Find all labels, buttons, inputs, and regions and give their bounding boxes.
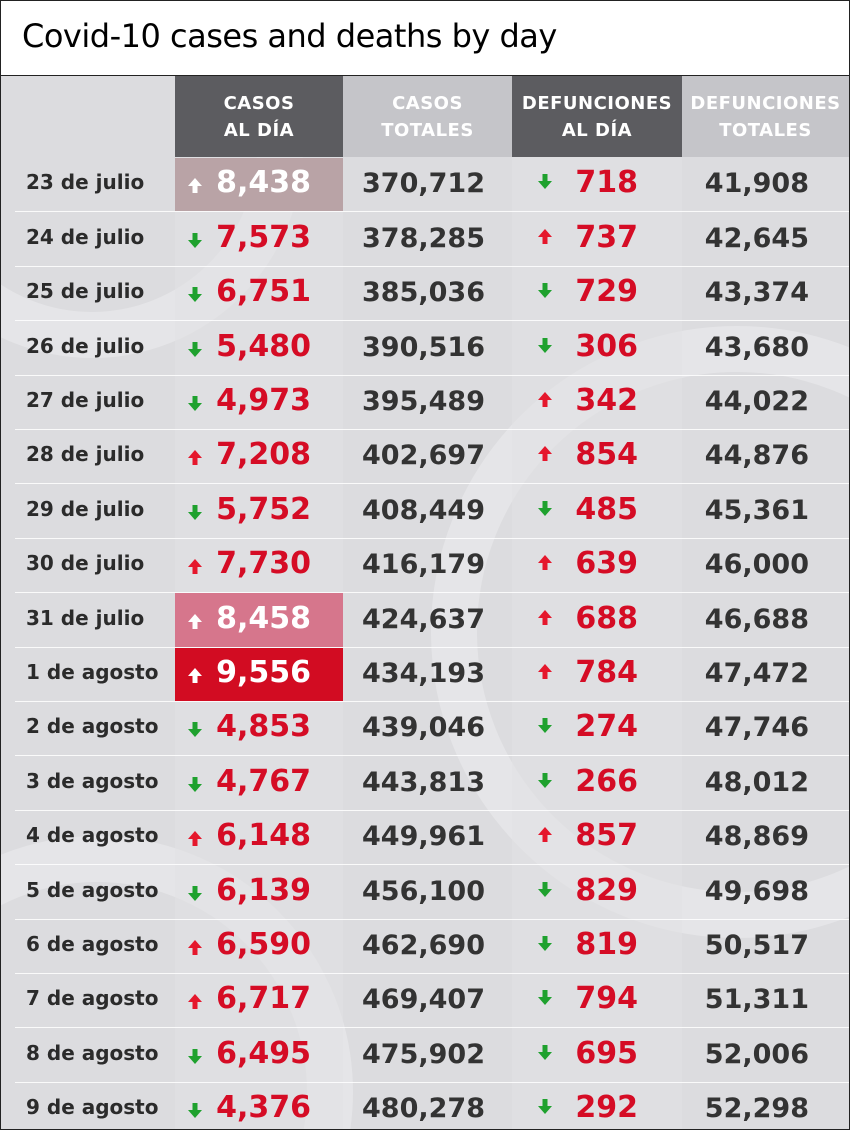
arrow-up-icon: [187, 558, 203, 575]
daily-cases-value: 6,148: [216, 818, 311, 853]
total-deaths-value: 48,869: [704, 821, 809, 852]
total-deaths-value: 44,876: [704, 440, 809, 471]
daily-cases-value: 5,752: [216, 491, 311, 527]
title-bar: [1, 1, 849, 76]
total-deaths-value: 51,311: [704, 984, 809, 1015]
row-date: 4 de agosto: [26, 823, 159, 847]
row-date: 30 de julio: [26, 551, 145, 575]
daily-cases-value: 7,208: [216, 437, 311, 472]
arrow-down-icon: [187, 885, 203, 902]
table-row: [15, 756, 849, 811]
daily-deaths-value: 829: [575, 872, 638, 908]
arrow-down-icon: [537, 173, 553, 190]
arrow-down-icon: [187, 232, 203, 249]
data-table: [1, 76, 849, 1129]
arrow-up-icon: [537, 609, 553, 626]
table-row: [15, 593, 849, 648]
total-deaths-value: 46,000: [704, 549, 809, 580]
total-cases-value: 434,193: [362, 658, 485, 689]
total-cases-value: 456,100: [362, 875, 485, 907]
daily-cases-value: 4,853: [216, 709, 311, 744]
daily-deaths-value: 857: [575, 818, 638, 853]
table-row: [15, 920, 849, 974]
total-cases-value: 390,516: [362, 331, 485, 363]
total-cases-value: 408,449: [362, 494, 485, 526]
total-cases-value: 378,285: [362, 222, 485, 254]
arrow-up-icon: [537, 663, 553, 680]
total-cases-value: 424,637: [362, 603, 485, 635]
daily-cases-value: 6,139: [216, 872, 311, 908]
daily-cases-value: 7,730: [216, 546, 311, 581]
arrow-up-icon: [537, 228, 553, 245]
daily-deaths-value: 794: [575, 981, 638, 1016]
table-row: [15, 321, 849, 376]
page-title: Covid-10 cases and deaths by day: [22, 17, 557, 55]
arrow-up-icon: [187, 613, 203, 630]
table-row: [15, 865, 849, 920]
daily-deaths-value: 639: [575, 546, 638, 581]
table-row: [15, 539, 849, 593]
row-date: 29 de julio: [26, 496, 145, 521]
row-date: 25 de julio: [26, 279, 145, 303]
arrow-up-icon: [537, 445, 553, 462]
header-casos-totales: CASOS TOTALES: [343, 76, 512, 157]
table-row: [15, 974, 849, 1028]
table-row: [15, 212, 849, 267]
daily-cases-value: 9,556: [216, 655, 311, 690]
total-cases-value: 449,961: [362, 821, 485, 852]
row-date: 1 de agosto: [26, 660, 159, 684]
arrow-down-icon: [537, 772, 553, 789]
table-row: [15, 484, 849, 539]
total-cases-value: 385,036: [362, 277, 485, 308]
arrow-up-icon: [187, 830, 203, 847]
total-deaths-value: 43,680: [704, 331, 809, 363]
row-date: 6 de agosto: [26, 932, 159, 956]
daily-deaths-value: 737: [575, 219, 638, 255]
table-row: [15, 267, 849, 321]
daily-deaths-value: 854: [575, 437, 638, 472]
total-deaths-value: 52,298: [704, 1093, 809, 1124]
arrow-down-icon: [187, 504, 203, 521]
total-deaths-value: 50,517: [704, 930, 809, 961]
arrow-up-icon: [187, 667, 203, 684]
row-date: 31 de julio: [26, 605, 145, 630]
daily-cases-value: 7,573: [216, 219, 311, 255]
total-deaths-value: 41,908: [704, 168, 809, 199]
row-date: 5 de agosto: [26, 877, 159, 902]
arrow-down-icon: [187, 1048, 203, 1065]
table-row: [15, 702, 849, 756]
daily-deaths-value: 342: [575, 383, 638, 418]
total-cases-value: 475,902: [362, 1038, 485, 1070]
daily-deaths-value: 688: [575, 600, 638, 636]
daily-cases-value: 6,751: [216, 274, 311, 309]
arrow-down-icon: [537, 935, 553, 952]
table-row: [15, 430, 849, 484]
daily-deaths-value: 485: [575, 491, 638, 527]
daily-deaths-value: 729: [575, 274, 638, 309]
arrow-down-icon: [187, 395, 203, 412]
total-deaths-value: 49,698: [704, 875, 809, 907]
arrow-down-icon: [537, 282, 553, 299]
total-cases-value: 480,278: [362, 1093, 485, 1124]
table-row: [15, 158, 849, 212]
total-cases-value: 443,813: [362, 766, 485, 798]
total-cases-value: 402,697: [362, 440, 485, 471]
arrow-down-icon: [537, 500, 553, 517]
total-deaths-value: 52,006: [704, 1038, 809, 1070]
arrow-up-icon: [187, 449, 203, 466]
arrow-up-icon: [187, 177, 203, 194]
table-row: [15, 1028, 849, 1083]
table-row: [15, 376, 849, 430]
total-deaths-value: 44,022: [704, 386, 809, 417]
total-deaths-value: 48,012: [704, 766, 809, 798]
row-date: 9 de agosto: [26, 1095, 159, 1119]
total-cases-value: 469,407: [362, 984, 485, 1015]
daily-cases-value: 8,458: [216, 600, 311, 636]
arrow-down-icon: [537, 1044, 553, 1061]
daily-cases-value: 6,717: [216, 981, 311, 1016]
row-date: 27 de julio: [26, 388, 145, 412]
daily-deaths-value: 784: [575, 655, 638, 690]
row-date: 26 de julio: [26, 333, 145, 358]
arrow-up-icon: [537, 554, 553, 571]
daily-cases-value: 4,376: [216, 1090, 311, 1125]
daily-cases-value: 4,767: [216, 763, 311, 799]
daily-cases-value: 6,590: [216, 927, 311, 962]
daily-deaths-value: 718: [575, 165, 638, 200]
total-cases-value: 462,690: [362, 930, 485, 961]
total-deaths-value: 42,645: [704, 222, 809, 254]
row-date: 3 de agosto: [26, 768, 159, 793]
table-row: [15, 648, 849, 702]
header-casos-al-dia: CASOS AL DÍA: [175, 76, 343, 157]
daily-deaths-value: 819: [575, 927, 638, 962]
arrow-up-icon: [187, 993, 203, 1010]
daily-deaths-value: 695: [575, 1035, 638, 1071]
row-date: 28 de julio: [26, 442, 145, 466]
arrow-down-icon: [537, 881, 553, 898]
arrow-up-icon: [537, 391, 553, 408]
daily-cases-value: 8,438: [216, 165, 311, 200]
daily-cases-value: 4,973: [216, 383, 311, 418]
arrow-down-icon: [537, 989, 553, 1006]
arrow-down-icon: [187, 721, 203, 738]
arrow-down-icon: [537, 1098, 553, 1115]
arrow-down-icon: [187, 1102, 203, 1119]
total-deaths-value: 45,361: [704, 494, 809, 526]
row-date: 2 de agosto: [26, 714, 159, 738]
daily-deaths-value: 274: [575, 709, 638, 744]
table-row: [15, 1083, 849, 1129]
arrow-up-icon: [187, 939, 203, 956]
total-cases-value: 395,489: [362, 386, 485, 417]
header-defunciones-al-dia: DEFUNCIONES AL DÍA: [512, 76, 682, 157]
total-deaths-value: 46,688: [704, 603, 809, 635]
arrow-down-icon: [537, 717, 553, 734]
total-cases-value: 370,712: [362, 168, 485, 199]
row-date: 8 de agosto: [26, 1040, 159, 1065]
daily-cases-value: 5,480: [216, 328, 311, 364]
total-cases-value: 416,179: [362, 549, 485, 580]
arrow-down-icon: [537, 337, 553, 354]
arrow-up-icon: [537, 826, 553, 843]
row-date: 24 de julio: [26, 224, 145, 249]
header-defunciones-totales: DEFUNCIONES TOTALES: [682, 76, 849, 157]
daily-cases-value: 6,495: [216, 1035, 311, 1071]
row-date: 23 de julio: [26, 170, 145, 194]
table-row: [15, 811, 849, 865]
daily-deaths-value: 266: [575, 763, 638, 799]
total-deaths-value: 47,472: [704, 658, 809, 689]
total-cases-value: 439,046: [362, 712, 485, 743]
arrow-down-icon: [187, 776, 203, 793]
row-date: 7 de agosto: [26, 986, 159, 1010]
daily-deaths-value: 292: [575, 1090, 638, 1125]
arrow-down-icon: [187, 286, 203, 303]
arrow-down-icon: [187, 341, 203, 358]
total-deaths-value: 47,746: [704, 712, 809, 743]
total-deaths-value: 43,374: [704, 277, 809, 308]
daily-deaths-value: 306: [575, 328, 638, 364]
